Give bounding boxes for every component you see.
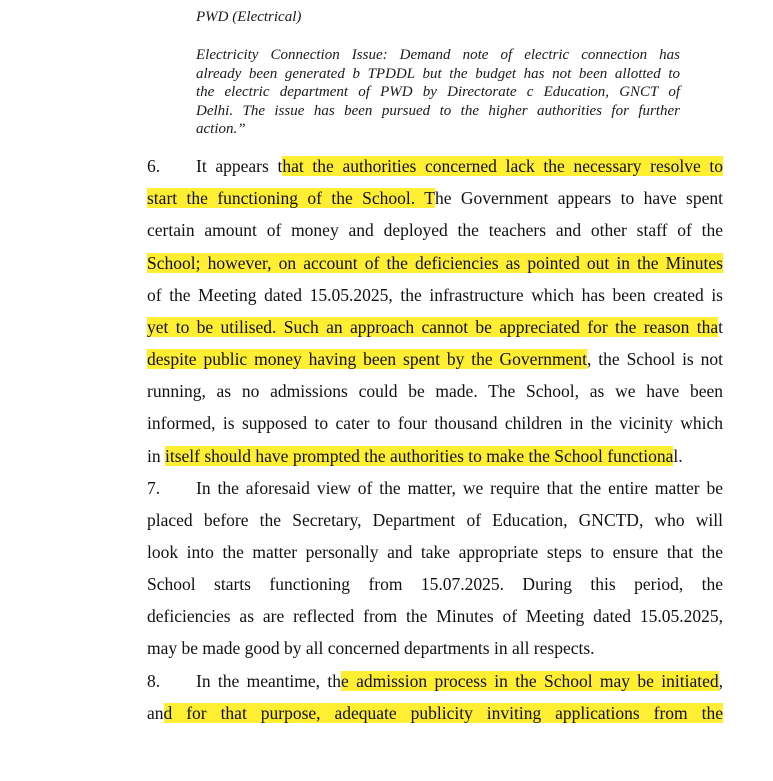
paragraph-number: 6.: [147, 156, 161, 176]
para8-line-2: [147, 702, 723, 724]
quoted-text: [196, 46, 680, 139]
text: In the meantime, th: [196, 671, 341, 691]
quote-line: Electricity Connection Issue: Demand note of electric connection has: [196, 47, 680, 63]
text: an: [147, 703, 164, 723]
para7-line-2: placed before the Secretary, Department of Education, GNCTD, who will: [147, 510, 723, 530]
text: It appears t: [196, 156, 283, 176]
highlighted-text: yet to be utilised. Such an approach cannot be appreciated for the reason tha: [147, 317, 719, 337]
para7-line-6: may be made good by all concerned departments in all respects.: [147, 638, 595, 658]
highlighted-text: d for that purpose, adequate publicity inviting applications from the: [163, 703, 723, 723]
para6-line-10: [147, 445, 723, 467]
para7-line-1: [147, 477, 723, 499]
para7-line-4: School starts functioning from 15.07.2025. During this period, the: [147, 574, 723, 594]
para6-line-9: informed, is supposed to cater to four thousand children in the vicinity which: [147, 413, 723, 433]
highlighted-text: School; however, on account of the deficiencies as pointed out in the Minutes: [147, 253, 723, 273]
paragraph-number: 7.: [147, 478, 161, 498]
para6-line-1: [147, 155, 723, 177]
quote-line: action.”: [196, 121, 246, 137]
highlighted-text: hat the authorities concerned lack the necessary resolve to: [282, 156, 724, 176]
text: t: [718, 317, 723, 337]
para6-line-6: [147, 316, 723, 338]
para6-line-3: certain amount of money and deployed the teachers and other staff of the: [147, 220, 723, 240]
para7-line-3: look into the matter personally and take appropriate steps to ensure that the: [147, 542, 723, 562]
para6-line-2: [147, 187, 723, 209]
quote-line: the electric department of PWD by Directorate c Education, GNCT of: [196, 84, 680, 100]
quote-heading: PWD (Electrical): [196, 9, 302, 25]
para6-line-4: [147, 252, 723, 274]
text: in: [147, 446, 165, 466]
para6-line-8: running, as no admissions could be made. The School, as we have been: [147, 381, 723, 401]
highlighted-text: start the functioning of the School. T: [147, 188, 435, 208]
para8-line-1: [147, 670, 723, 692]
text: he Government appears to have spent: [434, 188, 723, 208]
highlighted-text: despite public money having been spent by the Government: [147, 349, 588, 369]
text: l.: [673, 446, 683, 466]
para6-line-5: of the Meeting dated 15.05.2025, the infrastructure which has been created is: [147, 285, 723, 305]
text: ,: [718, 671, 723, 691]
text: , the School is not: [587, 349, 723, 369]
quote-line: already been generated b TPDDL but the budget has not been allotted to: [196, 65, 680, 82]
para7-line-5: deficiencies as are reflected from the Minutes of Meeting dated 15.05.2025,: [147, 606, 723, 626]
paragraph-number: 8.: [147, 671, 161, 691]
quote-line: Delhi. The issue has been pursued to the higher authorities for further: [196, 102, 680, 119]
highlighted-text: e admission process in the School may be initiated: [341, 671, 719, 691]
highlighted-text: itself should have prompted the authorities to make the School functiona: [165, 446, 674, 466]
text: In the aforesaid view of the matter, we require that the entire matter be: [196, 478, 723, 498]
para6-line-7: [147, 348, 723, 370]
